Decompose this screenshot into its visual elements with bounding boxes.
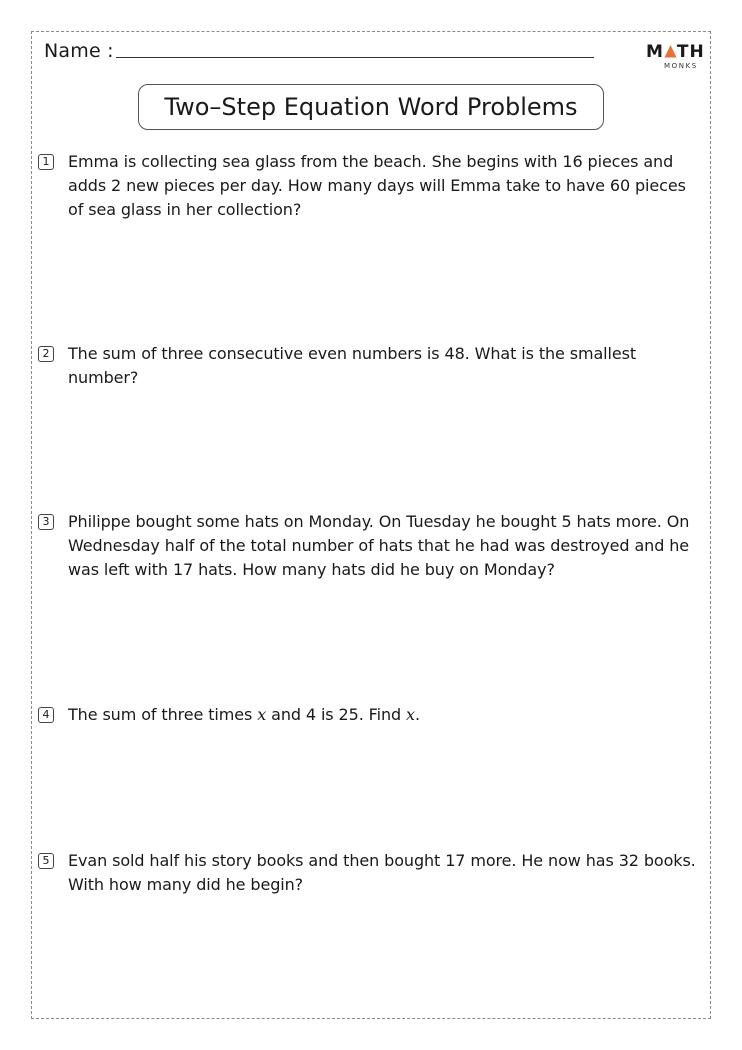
logo-text-m: M xyxy=(646,42,664,62)
math-monks-logo xyxy=(646,42,712,72)
problem-number-badge: 3 xyxy=(38,514,54,530)
problem-number-badge: 2 xyxy=(38,346,54,362)
logo-wordmark xyxy=(646,42,705,62)
problem-text xyxy=(68,703,704,727)
name-input-line[interactable] xyxy=(116,57,594,58)
variable-x: x xyxy=(257,705,267,724)
title-box xyxy=(138,84,604,130)
logo-triangle-icon xyxy=(664,43,677,57)
variable-x: x xyxy=(406,705,415,724)
problem-text: Philippe bought some hats on Monday. On Tuesday he bought 5 hats more. On Wednesday half of the total number of hats that he had was destroyed and he was left with 17 hats. How many hats did he buy on Monday? xyxy=(68,512,690,579)
problem-text: The sum of three consecutive even numbers is 48. What is the smallest number? xyxy=(68,344,637,387)
problem-text-part: The sum of three times xyxy=(68,705,258,724)
worksheet-title: Two–Step Equation Word Problems xyxy=(164,93,578,121)
problem-text: Emma is collecting sea glass from the beach. She begins with 16 pieces and adds 2 new pieces per day. How many days will Emma take to have 60 pieces of sea glass in her collection? xyxy=(68,152,686,219)
logo-text-th: TH xyxy=(676,42,705,62)
problem-text-part: and 4 is 25. Find xyxy=(266,705,407,724)
logo-subtext: MONKS xyxy=(664,62,698,70)
problem-text: Evan sold half his story books and then bought 17 more. He now has 32 books. With how many did he begin? xyxy=(68,851,696,894)
problem-text-part: . xyxy=(414,705,420,724)
problem-number-badge: 4 xyxy=(38,707,54,723)
problem-number-badge: 1 xyxy=(38,154,54,170)
problem-number-badge: 5 xyxy=(38,853,54,869)
name-label: Name : xyxy=(44,40,114,62)
